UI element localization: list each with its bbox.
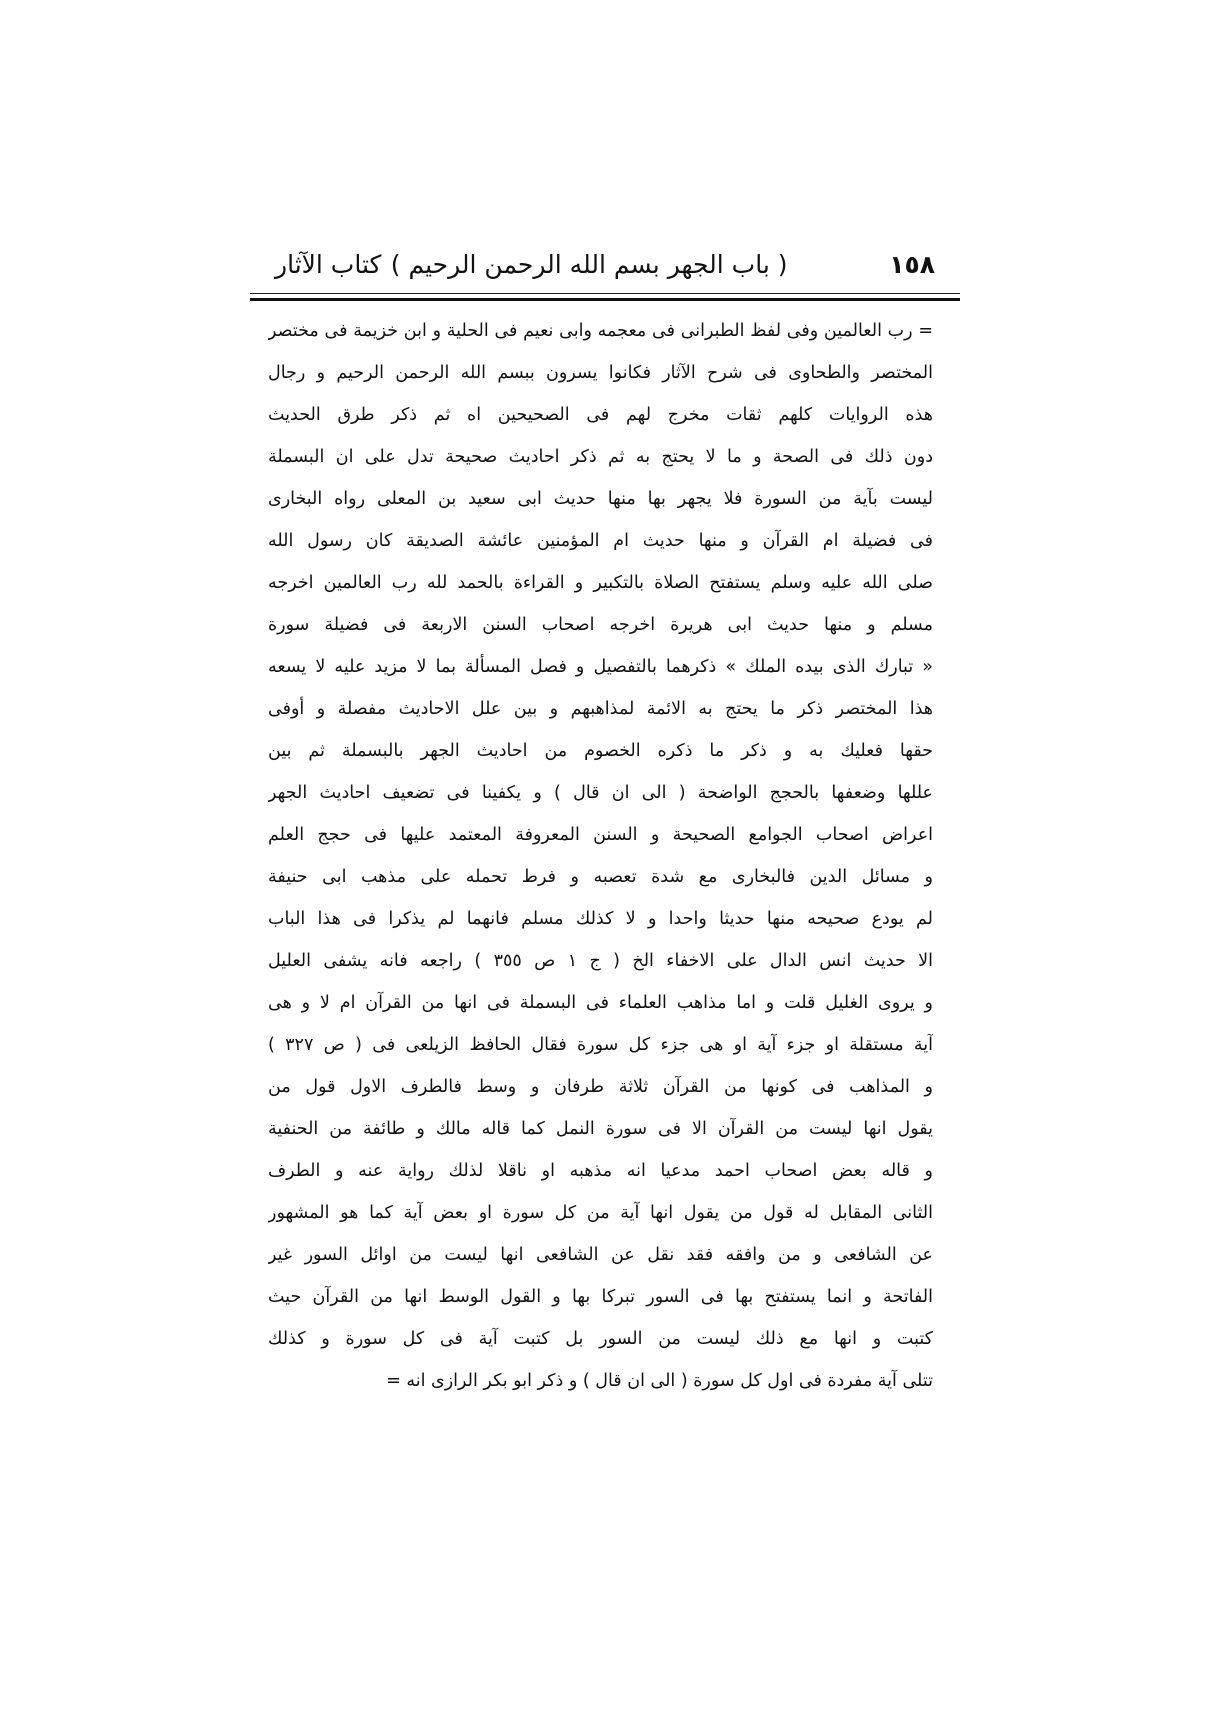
- text-line: آية مستقلة او جزء آية او هى جزء كل سورة فقال الحافظ الزيلعى فى ( ص ٣٢٧ ): [268, 1035, 933, 1055]
- text-line: الا حديث انس الدال على الاخفاء الخ ( ج ١ ص ٣٥٥ ) راجعه فانه يشفى العليل: [268, 951, 933, 971]
- text-line: يقول انها ليست من القرآن الا فى سورة النمل كما قاله مالك و طائفة من الحنفية: [268, 1119, 933, 1139]
- book-title: كتاب الآثار: [275, 250, 382, 279]
- text-line: « تبارك الذى بيده الملك » ذكرهما بالتفصيل و فصل المسألة بما لا مزيد عليه لا يسعه: [268, 657, 933, 677]
- text-line: عن الشافعى و من وافقه فقد نقل عن الشافعى انها ليست من اوائل السور غير: [268, 1245, 933, 1265]
- text-line: = رب العالمين وفى لفظ الطبرانى فى معجمه وابى نعيم فى الحلية و ابن خزيمة فى مختصر: [268, 321, 933, 341]
- text-line: كتبت و انها مع ذلك ليست من السور بل كتبت آية فى كل سورة و كذلك: [268, 1329, 933, 1349]
- text-line: تتلى آية مفردة فى اول كل سورة ( الى ان قال ) و ذكر ابو بكر الرازى انه =: [386, 1371, 933, 1391]
- text-line: ليست بآية من السورة فلا يجهر بها منها حديث ابى سعيد بن المعلى رواه البخارى: [268, 489, 933, 509]
- text-line: مسلم و منها حديث ابى هريرة اخرجه اصحاب السنن الاربعة فى فضيلة سورة: [268, 615, 933, 635]
- header-rule-thick: [250, 298, 960, 301]
- running-header: [275, 246, 935, 284]
- text-line: دون ذلك فى الصحة و ما لا يحتج به ثم ذكر احاديث صحيحة تدل على ان البسملة: [268, 447, 933, 467]
- text-line: هذا المختصر ذكر ما يحتج به الائمة لمذاهبهم و بين علل الاحاديث مفصلة و أوفى: [268, 699, 933, 719]
- header-rule-thin: [250, 293, 960, 294]
- text-line: صلى الله عليه وسلم يستفتح الصلاة بالتكبير و القراءة بالحمد لله رب العالمين اخرجه: [268, 573, 933, 593]
- text-line: عللها وضعفها بالحجج الواضحة ( الى ان قال ) و يكفينا فى تضعيف احاديث الجهر: [268, 783, 933, 803]
- text-line: هذه الروايات كلهم ثقات مخرج لهم فى الصحيحين اه ثم ذكر طرق الحديث: [268, 405, 933, 425]
- text-line: حقها فعليك به و ذكر ما ذكره الخصوم من احاديث الجهر بالبسملة ثم بين: [268, 741, 933, 761]
- text-line: لم يودع صحيحه منها حديثا واحدا و لا كذلك مسلم فانهما لم يذكرا فى هذا الباب: [268, 909, 933, 929]
- footnote-body: [268, 310, 933, 1402]
- chapter-title: ( باب الجهر بسم الله الرحمن الرحيم ): [390, 250, 788, 279]
- text-line: المختصر والطحاوى فى شرح الآثار فكانوا يسرون ببسم الله الرحمن الرحيم و رجال: [268, 363, 933, 383]
- text-line: اعراض اصحاب الجوامع الصحيحة و السنن المعروفة المعتمد عليها فى حجج العلم: [268, 825, 933, 845]
- text-line: و مسائل الدين فالبخارى مع شدة تعصبه و فرط تحمله على مذهب ابى حنيفة: [268, 867, 933, 887]
- text-line: و يروى الغليل قلت و اما مذاهب العلماء فى البسملة فى انها من القرآن ام لا و هى: [268, 993, 933, 1013]
- text-line: و المذاهب فى كونها من القرآن ثلاثة طرفان و وسط فالطرف الاول قول من: [268, 1077, 933, 1097]
- text-line: الفاتحة و انما يستفتح بها فى السور تبركا بها و القول الوسط انها من القرآن حيث: [268, 1287, 933, 1307]
- page-number: ١٥٨: [889, 250, 935, 279]
- text-line: الثانى المقابل له قول من يقول انها آية من كل سورة او بعض آية كما هو المشهور: [268, 1203, 933, 1223]
- text-line: و قاله بعض اصحاب احمد مدعيا انه مذهبه او ناقلا لذلك رواية عنه و الطرف: [268, 1161, 933, 1181]
- text-line: فى فضيلة ام القرآن و منها حديث ام المؤمنين عائشة الصديقة كان رسول الله: [268, 531, 933, 551]
